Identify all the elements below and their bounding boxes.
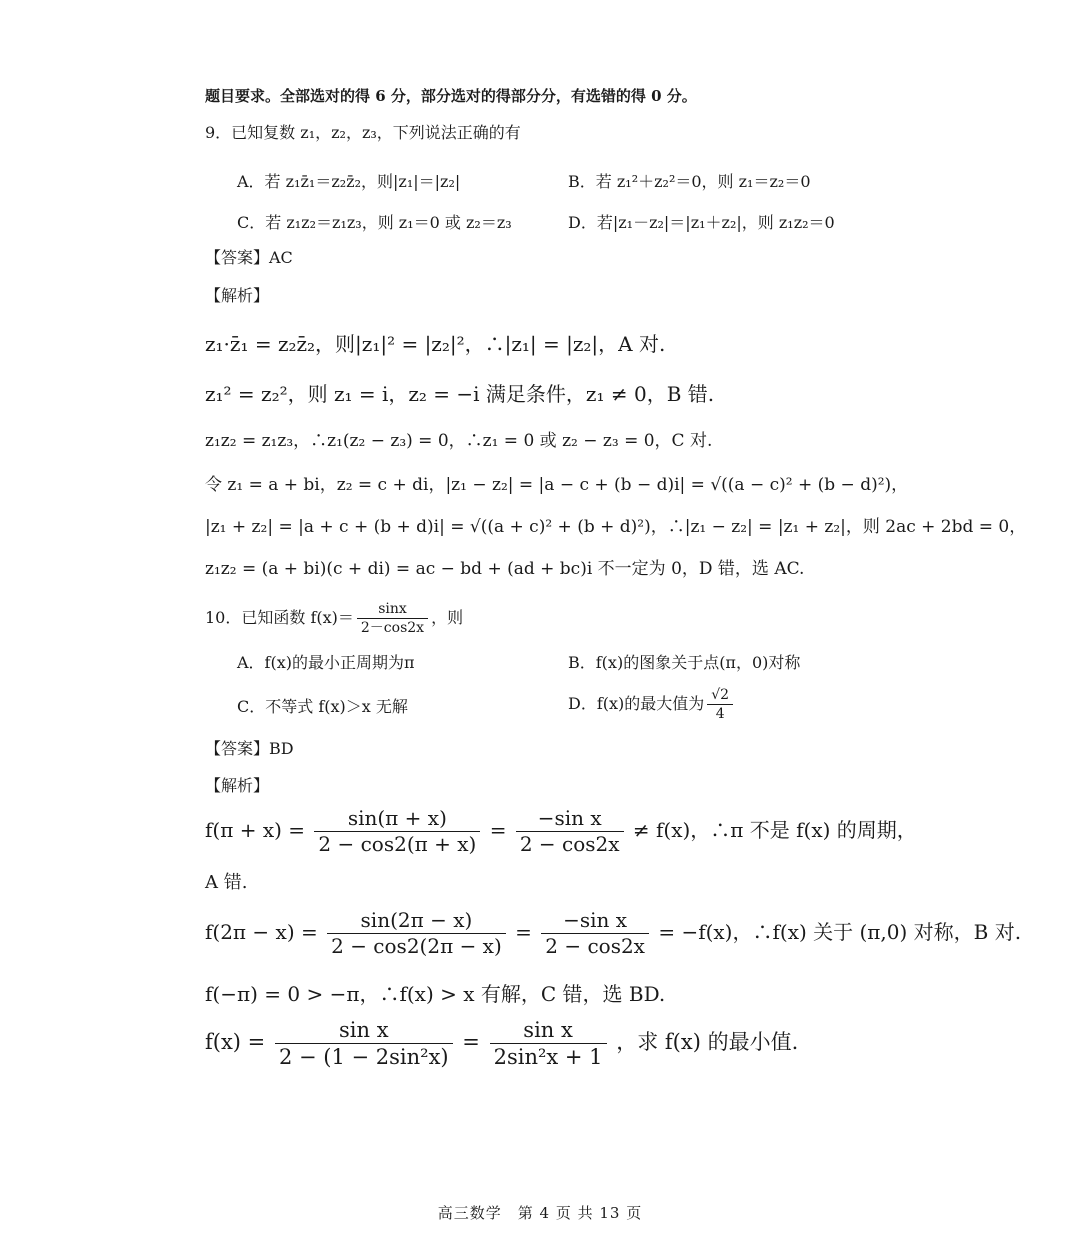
q9-analysis-label: 【解析】 bbox=[205, 286, 270, 305]
line1-eq: = bbox=[489, 818, 507, 842]
q10-option-d-text: D．f(x)的最大值为 bbox=[568, 694, 705, 713]
line2-f1-num: sin(2π − x) bbox=[327, 909, 506, 934]
q10-analysis-line-2 bbox=[205, 902, 1021, 962]
q10-analysis-line-1 bbox=[205, 800, 917, 860]
line1-fraction-1 bbox=[314, 807, 480, 856]
line2-lhs: f(2π − x) = bbox=[205, 920, 318, 944]
line4-f1-num: sin x bbox=[275, 1018, 453, 1044]
q10-stem bbox=[205, 596, 463, 640]
q9-analysis-line-3: z₁z₂ = z₁z₃，∴z₁(z₂ − z₃) = 0，∴z₁ = 0 或 z₂ − z₃ = 0，C 对. bbox=[205, 431, 713, 451]
q9-analysis-line-6: z₁z₂ = (a + bi)(c + di) = ac − bd + (ad + bc)i 不一定为 0，D 错，选 AC. bbox=[205, 559, 805, 579]
line2-f2-den: 2 − cos2x bbox=[545, 934, 645, 958]
line4-tail: ，求 f(x) 的最小值. bbox=[616, 1030, 799, 1054]
q9-option-b: B．若 z₁²＋z₂²＝0，则 z₁＝z₂＝0 bbox=[568, 172, 811, 191]
q10-option-d-num: √2 bbox=[707, 687, 733, 705]
q10-option-d-fraction bbox=[707, 687, 733, 722]
line1-f1-num: sin(π + x) bbox=[314, 807, 480, 832]
line4-f1-den: 2 − (1 − 2sin²x) bbox=[278, 1045, 449, 1069]
line4-f2-den: 2sin²x + 1 bbox=[493, 1045, 603, 1069]
line2-eq: = bbox=[515, 920, 532, 944]
q10-stem-den: 2－cos2x bbox=[360, 620, 425, 636]
q10-analysis-line-3: f(−π) = 0 > −π，∴f(x) > x 有解，C 错，选 BD. bbox=[205, 982, 666, 1006]
line1-f1-den: 2 − cos2(π + x) bbox=[318, 832, 477, 856]
q9-analysis-line-5: |z₁ + z₂| = |a + c + (b + d)i| = √((a + c)² + (b + d)²)，∴|z₁ − z₂| = |z₁ + z₂|，则 2ac + 2bd = 0， bbox=[205, 517, 1027, 537]
line4-f2-num: sin x bbox=[490, 1018, 607, 1044]
q10-answer: 【答案】BD bbox=[205, 739, 294, 758]
line2-fraction-1 bbox=[327, 909, 506, 958]
q9-option-d: D．若|z₁－z₂|＝|z₁＋z₂|，则 z₁z₂＝0 bbox=[568, 213, 835, 232]
line1-f2-num: −sin x bbox=[516, 807, 624, 832]
intro-text: 题目要求。全部选对的得 6 分，部分选对的得部分分，有选错的得 0 分。 bbox=[205, 87, 697, 105]
line2-f2-num: −sin x bbox=[541, 909, 649, 934]
line2-fraction-2 bbox=[541, 909, 649, 958]
q9-answer: 【答案】AC bbox=[205, 248, 293, 267]
q10-stem-suffix: ，则 bbox=[431, 608, 464, 627]
line2-tail: = −f(x)，∴f(x) 关于 (π,0) 对称，B 对. bbox=[658, 920, 1022, 944]
line4-eq: = bbox=[462, 1030, 480, 1054]
q10-stem-num: sinx bbox=[357, 601, 428, 619]
line1-f2-den: 2 − cos2x bbox=[519, 832, 620, 856]
q9-analysis-line-4: 令 z₁ = a + bi，z₂ = c + di，|z₁ − z₂| = |a − c + (b − d)i| = √((a − c)² + (b − d)²)， bbox=[205, 475, 909, 495]
q10-option-c: C．不等式 f(x)＞x 无解 bbox=[237, 697, 408, 716]
q10-option-a: A．f(x)的最小正周期为π bbox=[237, 653, 415, 672]
q9-option-c: C．若 z₁z₂＝z₁z₃，则 z₁＝0 或 z₂＝z₃ bbox=[237, 213, 512, 232]
line4-fraction-1 bbox=[275, 1018, 453, 1069]
line1-fraction-2 bbox=[516, 807, 624, 856]
q9-option-a: A．若 z₁z̄₁＝z₂z̄₂，则|z₁|＝|z₂| bbox=[237, 172, 461, 191]
q10-analysis-line-1-cont: A 错. bbox=[205, 872, 248, 893]
q10-stem-prefix: 10．已知函数 f(x)＝ bbox=[205, 608, 354, 627]
page-footer: 高三数学 第 4 页 共 13 页 bbox=[437, 1204, 643, 1222]
q9-analysis-line-1: z₁·z̄₁ = z₂z̄₂，则|z₁|² = |z₂|²，∴|z₁| = |z₂|，A 对. bbox=[205, 332, 666, 356]
q9-stem: 9．已知复数 z₁，z₂，z₃，下列说法正确的有 bbox=[205, 123, 521, 142]
line4-lhs: f(x) = bbox=[205, 1030, 266, 1054]
q9-analysis-line-2: z₁² = z₂²，则 z₁ = i，z₂ = −i 满足条件，z₁ ≠ 0，B 错. bbox=[205, 382, 715, 406]
q10-option-d bbox=[568, 684, 736, 724]
q10-analysis-line-4 bbox=[205, 1010, 798, 1074]
q10-option-b: B．f(x)的图象关于点(π，0)对称 bbox=[568, 653, 801, 672]
line2-f1-den: 2 − cos2(2π − x) bbox=[331, 934, 502, 958]
line4-fraction-2 bbox=[490, 1018, 607, 1069]
q10-option-d-den: 4 bbox=[715, 706, 725, 722]
line1-lhs: f(π + x) = bbox=[205, 818, 306, 842]
q10-stem-fraction bbox=[357, 601, 428, 636]
q10-analysis-label: 【解析】 bbox=[205, 776, 270, 795]
line1-tail: ≠ f(x)，∴π 不是 f(x) 的周期， bbox=[632, 818, 917, 842]
